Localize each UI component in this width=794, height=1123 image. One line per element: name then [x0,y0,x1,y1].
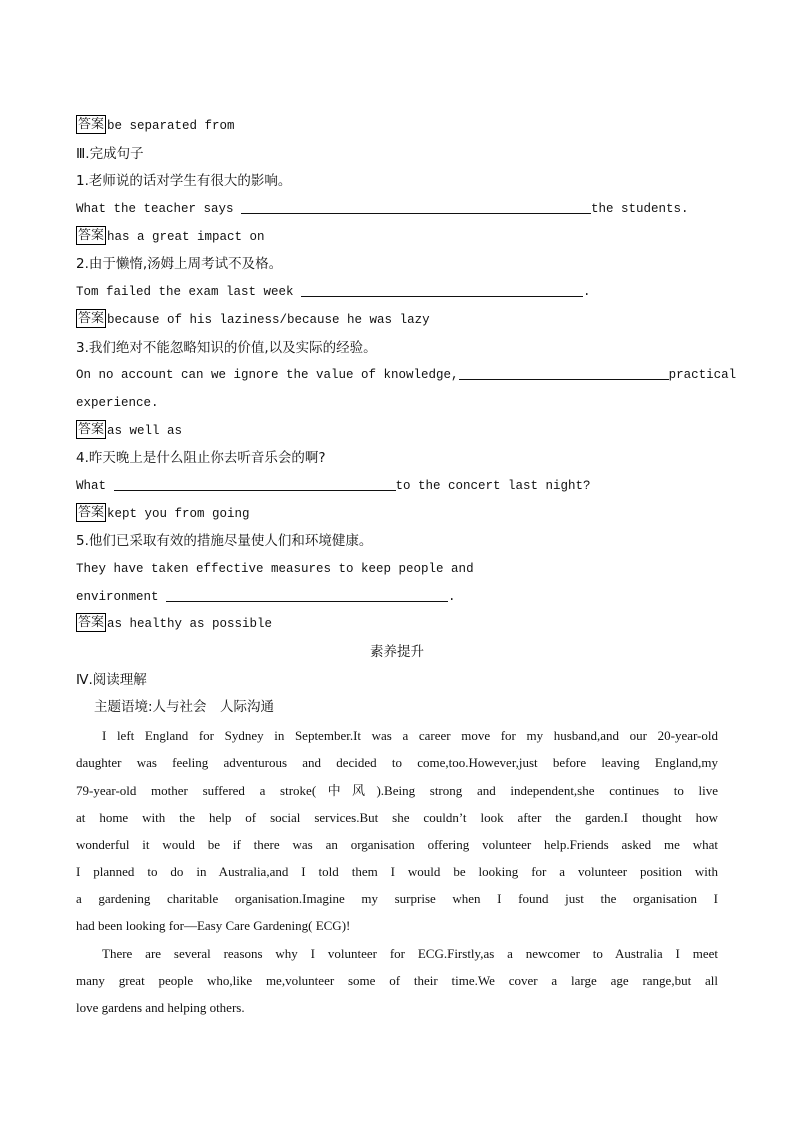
answer-badge: 答案 [78,615,105,631]
fill-in-sentence [76,584,718,612]
answer-badge: 答案 [78,421,105,437]
paragraph-line: I left England for Sydney in September.It was a career move for my husband,and our 20-year-old [102,728,718,744]
fill-in-sentence [76,196,718,224]
sentence-end: the students. [591,202,689,217]
answer-line [76,501,718,529]
worksheet-page [76,113,737,1021]
sentence-end: . [583,285,591,300]
chinese-prompt: 3.我们绝对不能忽略知识的价值,以及实际的经验。 [76,339,377,356]
answer-text: as well as [107,423,183,438]
answer-badge: 答案 [78,504,105,520]
answer-blank[interactable] [114,478,396,491]
answer-badge: 答案 [78,117,105,132]
answer-text: because of his laziness/because he was lazy [107,312,430,327]
sentence-end: practical [668,368,737,383]
theme-context: 主题语境:人与社会 人际沟通 [94,699,275,716]
reading-paragraph [76,940,718,1022]
sentence-start: What the teacher says [76,202,242,217]
sentence-start: On no account can we ignore the value of knowledge, [76,368,459,383]
paragraph-line: at home with the help of social services.But she couldn’t look after the garden.I thought how [76,809,718,825]
paragraph-line: many great people who,like me,volunteer some of their time.We cover a large age range,but all [76,972,718,988]
fill-in-sentence [76,473,718,501]
sentence-start: Tom failed the exam last week [76,285,302,300]
answer-blank[interactable] [166,589,448,602]
reading-paragraph [76,722,718,940]
chinese-prompt: 4.昨天晚上是什么阻止你去听音乐会的啊? [76,450,326,467]
answer-blank[interactable] [459,367,669,380]
answer-line [76,307,718,335]
paragraph-line: had been looking for—Easy Care Gardening( ECG)! [76,918,351,934]
sentence-continuation: experience. [76,395,159,410]
chinese-prompt: 1.老师说的话对学生有很大的影响。 [76,173,292,190]
answer-badge: 答案 [78,227,105,243]
paragraph-line: I planned to do in Australia,and I told them I would be looking for a volunteer position with [76,864,718,880]
section-heading: Ⅲ.完成句子 [76,145,144,162]
chinese-prompt: 2.由于懒惰,汤姆上周考试不及格。 [76,256,283,273]
sentence-start: What [76,478,114,493]
answer-text: has a great impact on [107,229,265,244]
answer-text: as healthy as possible [107,617,273,632]
answer-blank[interactable] [301,284,583,297]
fill-in-sentence [76,279,718,307]
answer-line [76,611,718,639]
sentence-start: environment [76,589,167,604]
answer-line [76,418,718,446]
paragraph-line: There are several reasons why I volunteer for ECG.Firstly,as a newcomer to Australia I meet [102,945,718,961]
paragraph-line: a gardening charitable organisation.Imagine my surprise when I found just the organisation I [76,891,718,907]
answer-text: be separated from [107,119,235,133]
section-title: 素养提升 [370,644,424,661]
answer-blank[interactable] [241,201,591,214]
sentence-continuation: They have taken effective measures to keep people and [76,562,474,576]
answer-line [76,113,718,141]
chinese-prompt: 5.他们已采取有效的措施尽量使人们和环境健康。 [76,533,373,550]
fill-in-sentence [76,362,737,390]
answer-badge: 答案 [78,310,105,326]
answer-line [76,224,718,252]
paragraph-line: daughter was feeling adventurous and decided to come,too.However,just before leaving England,my [76,755,718,771]
paragraph-line: wonderful it would be if there was an organisation offering volunteer help.Friends asked me what [76,836,718,852]
section-heading: Ⅳ.阅读理解 [76,671,147,688]
paragraph-line: love gardens and helping others. [76,1000,245,1015]
paragraph-line: 79-year-old mother suffered a stroke(中风).Being strong and independent,she continues to live [76,782,718,798]
answer-text: kept you from going [107,506,250,521]
sentence-end: . [448,589,456,604]
sentence-end: to the concert last night? [395,478,591,493]
